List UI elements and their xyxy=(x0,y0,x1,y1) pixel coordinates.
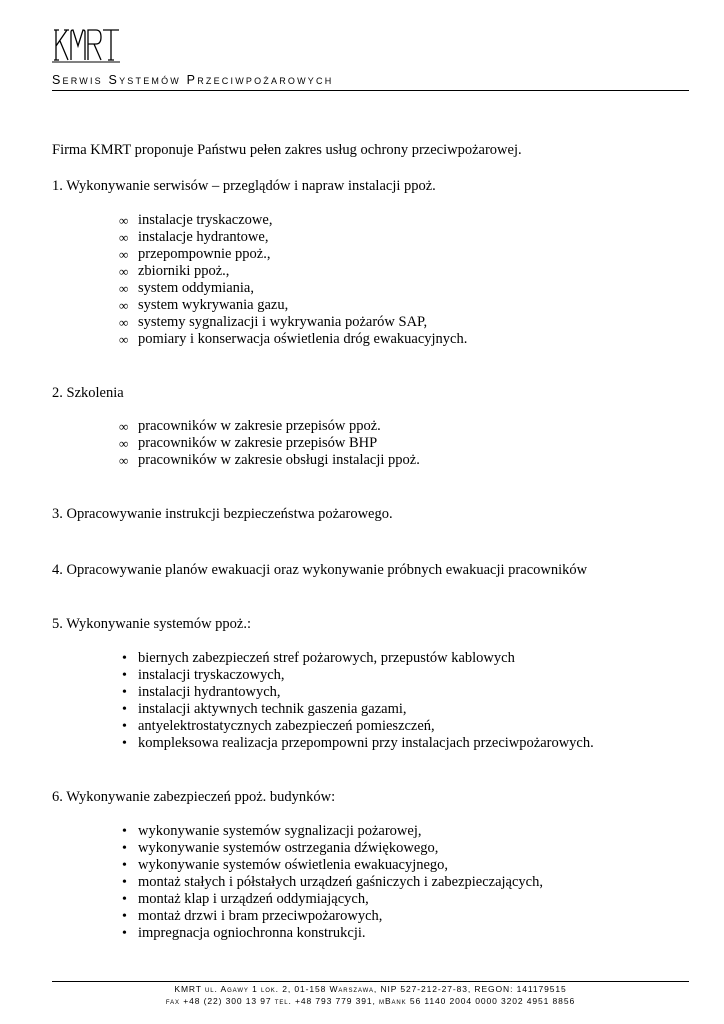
list-item-text: przepompownie ppoż., xyxy=(138,246,271,262)
list-item-text: instalacje tryskaczowe, xyxy=(138,212,273,228)
section-title: 6. Wykonywanie zabezpieczeń ppoż. budynków: xyxy=(52,789,336,805)
footer-divider xyxy=(52,981,689,982)
list-item xyxy=(52,857,692,874)
footer-contact: fax +48 (22) 300 13 97 tel. +48 793 779 391, mBank 56 1140 2004 0000 3202 4951 8856 xyxy=(165,996,576,1006)
list-item-text: systemy sygnalizacji i wykrywania pożarów SAP, xyxy=(138,314,428,330)
section-item-list xyxy=(52,212,692,348)
bullet-marker: ∞ xyxy=(119,247,129,262)
list-item xyxy=(52,452,692,469)
bullet-marker: ∞ xyxy=(119,332,129,347)
section-title: 3. Opracowywanie instrukcji bezpieczeństwa pożarowego. xyxy=(52,506,393,522)
list-item-text: kompleksowa realizacja przepompowni przy instalacjach przeciwpożarowych. xyxy=(138,735,594,751)
section xyxy=(52,562,692,579)
list-item xyxy=(52,840,692,857)
kmrt-logo xyxy=(52,26,122,64)
list-item xyxy=(52,212,692,229)
section-item-list xyxy=(52,418,692,469)
bullet-marker: ∞ xyxy=(119,436,129,451)
list-item xyxy=(52,667,692,684)
list-item-text: wykonywanie systemów ostrzegania dźwiękowego, xyxy=(138,840,439,856)
bullet-marker: ∞ xyxy=(119,453,129,468)
company-subtitle: Serwis Systemów Przeciwpożarowych xyxy=(52,73,334,87)
list-item-text: montaż klap i urządzeń oddymiających, xyxy=(138,891,369,907)
bullet-marker: • xyxy=(122,736,127,751)
bullet-marker: • xyxy=(122,668,127,683)
list-item-text: montaż stałych i półstałych urządzeń gaśniczych i zabezpieczających, xyxy=(138,874,543,890)
bullet-marker: ∞ xyxy=(119,419,129,434)
bullet-marker: • xyxy=(122,651,127,666)
list-item-text: instalacji tryskaczowych, xyxy=(138,667,285,683)
bullet-marker: • xyxy=(122,926,127,941)
sections-list xyxy=(52,178,692,942)
bullet-marker: ∞ xyxy=(119,230,129,245)
list-item xyxy=(52,891,692,908)
bullet-marker: • xyxy=(122,841,127,856)
list-item-text: system wykrywania gazu, xyxy=(138,297,289,313)
list-item-text: pracowników w zakresie przepisów BHP xyxy=(138,435,378,451)
list-item xyxy=(52,684,692,701)
section-title: 5. Wykonywanie systemów ppoż.: xyxy=(52,616,252,632)
intro-paragraph: Firma KMRT proponuje Państwu pełen zakres usług ochrony przeciwpożarowej. xyxy=(52,142,522,158)
section-item-list xyxy=(52,650,692,752)
section xyxy=(52,616,692,752)
section xyxy=(52,506,692,523)
bullet-marker: • xyxy=(122,909,127,924)
section xyxy=(52,789,692,942)
section xyxy=(52,385,692,469)
list-item-text: zbiorniki ppoż., xyxy=(138,263,230,279)
list-item-text: instalacji aktywnych technik gaszenia gazami, xyxy=(138,701,407,717)
list-item xyxy=(52,908,692,925)
bullet-marker: ∞ xyxy=(119,281,129,296)
list-item-text: pracowników w zakresie przepisów ppoż. xyxy=(138,418,381,434)
bullet-marker: • xyxy=(122,858,127,873)
bullet-marker: ∞ xyxy=(119,213,129,228)
list-item-text: instalacje hydrantowe, xyxy=(138,229,269,245)
list-item xyxy=(52,418,692,435)
bullet-marker: • xyxy=(122,824,127,839)
section-item-list xyxy=(52,823,692,942)
header-divider xyxy=(52,90,689,91)
section xyxy=(52,178,692,348)
list-item xyxy=(52,246,692,263)
bullet-marker: • xyxy=(122,702,127,717)
list-item xyxy=(52,263,692,280)
bullet-marker: ∞ xyxy=(119,298,129,313)
list-item-text: biernych zabezpieczeń stref pożarowych, przepustów kablowych xyxy=(138,650,515,666)
list-item xyxy=(52,925,692,942)
bullet-marker: • xyxy=(122,892,127,907)
list-item xyxy=(52,229,692,246)
list-item xyxy=(52,297,692,314)
list-item xyxy=(52,718,692,735)
section-title: 2. Szkolenia xyxy=(52,385,124,401)
list-item xyxy=(52,874,692,891)
list-item-text: antyelektrostatycznych zabezpieczeń pomieszczeń, xyxy=(138,718,435,734)
list-item-text: instalacji hydrantowych, xyxy=(138,684,281,700)
footer-address: KMRT ul. Agawy 1 lok. 2, 01-158 Warszawa, NIP 527-212-27-83, REGON: 141179515 xyxy=(174,984,567,994)
bullet-marker: • xyxy=(122,685,127,700)
list-item-text: system oddymiania, xyxy=(138,280,254,296)
list-item xyxy=(52,435,692,452)
document-body xyxy=(52,142,692,942)
list-item-text: impregnacja ogniochronna konstrukcji. xyxy=(138,925,366,941)
section-title: 1. Wykonywanie serwisów – przeglądów i napraw instalacji ppoż. xyxy=(52,178,436,194)
list-item-text: wykonywanie systemów oświetlenia ewakuacyjnego, xyxy=(138,857,449,873)
list-item xyxy=(52,331,692,348)
list-item xyxy=(52,735,692,752)
list-item-text: pracowników w zakresie obsługi instalacji ppoż. xyxy=(138,452,420,468)
list-item xyxy=(52,650,692,667)
list-item xyxy=(52,314,692,331)
bullet-marker: • xyxy=(122,875,127,890)
list-item xyxy=(52,823,692,840)
section-title: 4. Opracowywanie planów ewakuacji oraz wykonywanie próbnych ewakuacji pracowników xyxy=(52,562,588,578)
list-item xyxy=(52,280,692,297)
footer xyxy=(52,983,689,1007)
list-item-text: montaż drzwi i bram przeciwpożarowych, xyxy=(138,908,383,924)
list-item xyxy=(52,701,692,718)
list-item-text: pomiary i konserwacja oświetlenia dróg ewakuacyjnych. xyxy=(138,331,468,347)
bullet-marker: • xyxy=(122,719,127,734)
bullet-marker: ∞ xyxy=(119,264,129,279)
list-item-text: wykonywanie systemów sygnalizacji pożarowej, xyxy=(138,823,422,839)
bullet-marker: ∞ xyxy=(119,315,129,330)
